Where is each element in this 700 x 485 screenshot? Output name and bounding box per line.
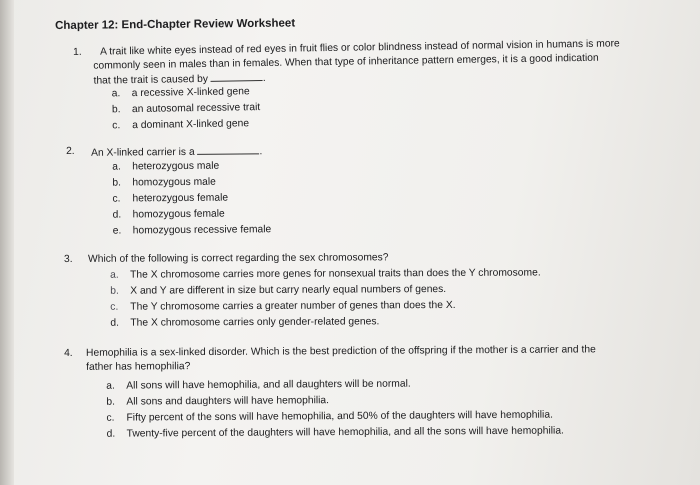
option-text: homozygous recessive female	[132, 224, 272, 237]
option-letter: a.	[112, 161, 121, 173]
stem-line: An X-linked carrier is a	[91, 146, 195, 159]
option-letter: a.	[111, 88, 121, 100]
option-letter: a.	[106, 380, 115, 392]
stem-line: commonly seen in males than in females. When that type of inheritance pattern emerges, it is a good indication	[93, 52, 599, 72]
question-number: 2.	[66, 145, 75, 157]
option-letter: c.	[112, 120, 121, 132]
page-edge-shadow	[0, 0, 14, 485]
option-text: heterozygous male	[132, 160, 220, 173]
option-text: a dominant X-linked gene	[132, 118, 250, 132]
question-stem	[88, 251, 389, 266]
question-stem: An X-linked carrier is a .	[91, 143, 262, 160]
option-text: All sons will have hemophilia, and all daughters will be normal.	[126, 378, 411, 392]
option-text: The X chromosome carries more genes for nonsexual traits than does the Y chromosome.	[130, 267, 541, 281]
option-text: The X chromosome carries only gender-related genes.	[130, 316, 380, 329]
option-letter: d.	[106, 428, 116, 440]
option-letter: e.	[112, 225, 122, 237]
options-list	[112, 160, 272, 241]
question-number: 1.	[73, 46, 82, 58]
option-text: an autosomal recessive trait	[131, 102, 261, 116]
option-letter: c.	[110, 301, 119, 313]
stem-line: that the trait is caused by	[93, 73, 209, 87]
question-number: 3.	[64, 253, 73, 265]
stem-line: Which of the following is correct regarding the sex chromosomes?	[88, 252, 389, 265]
option-letter: a.	[110, 269, 119, 281]
page-title: Chapter 12: End-Chapter Review Worksheet	[55, 17, 296, 32]
option-letter: c.	[106, 412, 115, 424]
option-letter: b.	[111, 104, 121, 116]
question-number: 4.	[64, 347, 73, 359]
question-stem: A trait like white eyes instead of red eyes in fruit flies or color blindness instead of normal vision in humans is more commonly seen in males than in females. When that type of inheritance pattern emerges, it is a good indication that the trait is caused by .	[93, 38, 620, 87]
answer-blank	[211, 70, 263, 82]
option-letter: b.	[106, 396, 116, 408]
option-text: heterozygous female	[132, 192, 229, 205]
option-letter: b.	[110, 285, 119, 297]
option-letter: c.	[112, 193, 121, 205]
option-text: All sons and daughters will have hemophilia.	[126, 395, 330, 408]
option-letter: d.	[112, 209, 122, 221]
option-letter: d.	[110, 317, 119, 329]
option-text: a recessive X-linked gene	[131, 86, 250, 100]
question-stem	[86, 343, 596, 374]
stem-line: A trait like white eyes instead of red eyes in fruit flies or color blindness instead of normal vision in humans is more	[100, 38, 620, 58]
option-text: The Y chromosome carries a greater number of genes than does the X.	[130, 299, 456, 313]
answer-blank	[197, 143, 259, 155]
stem-line: father has hemophilia?	[86, 360, 191, 373]
stem-line: Hemophilia is a sex-linked disorder. Which is the best prediction of the offspring if the mother is a carrier and the	[86, 344, 596, 359]
option-text: Twenty-five percent of the daughters will have hemophilia, and all the sons will have hemophilia.	[126, 425, 564, 440]
options-list	[111, 86, 261, 135]
option-text: homozygous male	[132, 176, 216, 189]
option-text: homozygous female	[132, 208, 225, 221]
option-text: X and Y are different in size but carry nearly equal numbers of genes.	[130, 283, 447, 297]
option-text: Fifty percent of the sons will have hemophilia, and 50% of the daughters will have hemophilia.	[126, 409, 553, 424]
option-letter: b.	[112, 177, 121, 189]
